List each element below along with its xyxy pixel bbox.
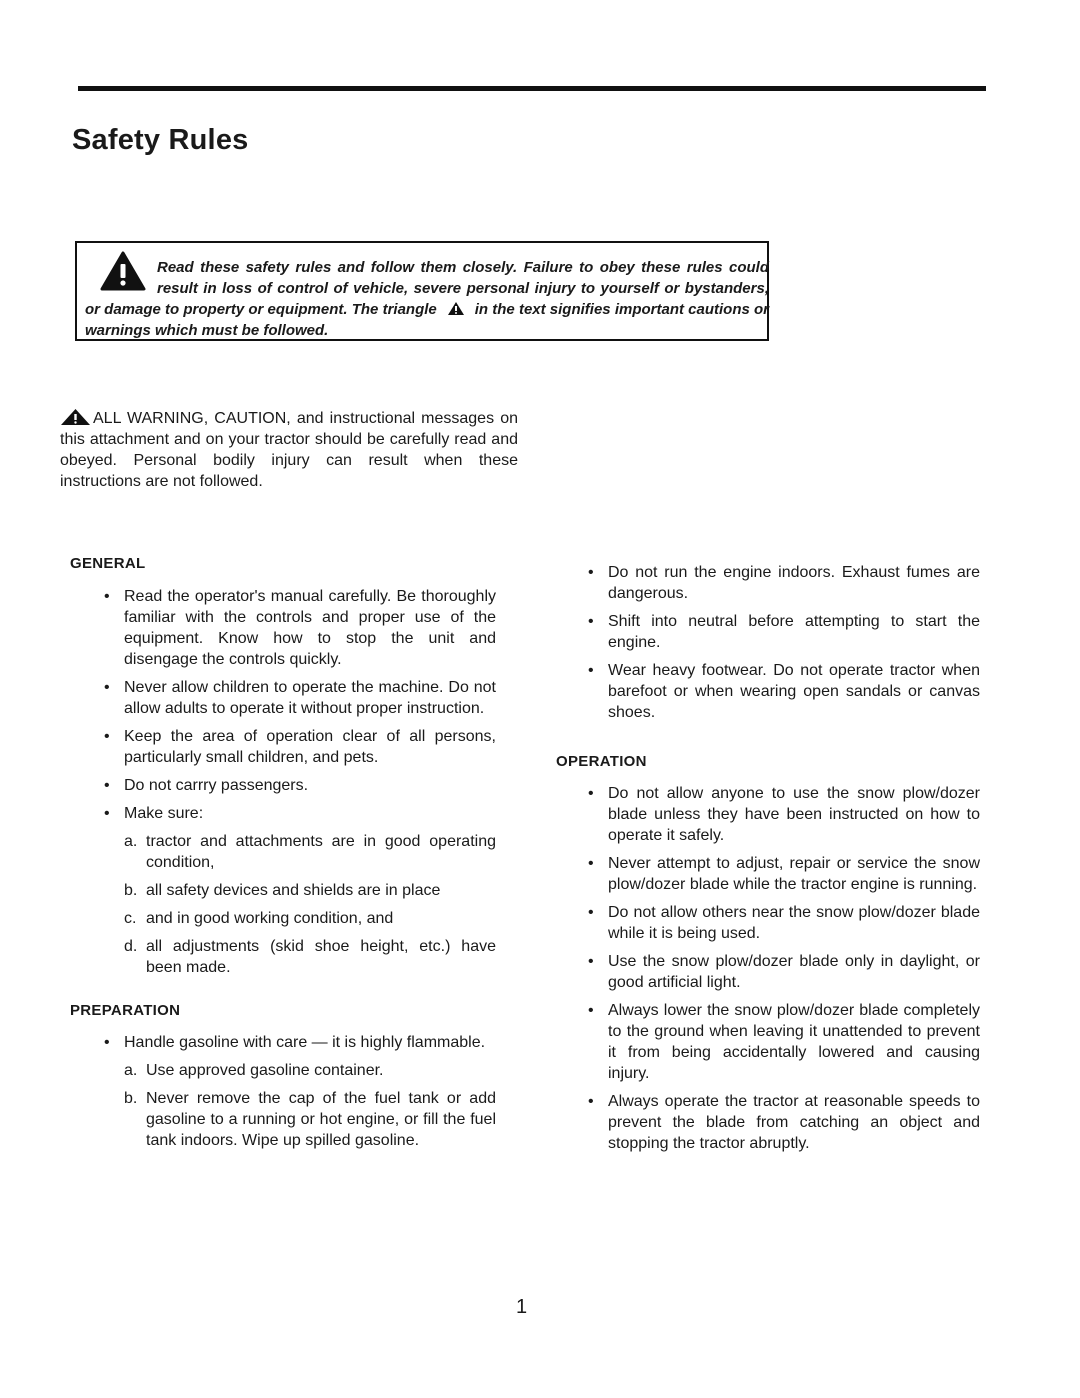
right-column [556,562,980,1161]
sub-marker: a. [124,833,138,850]
sub-marker: a. [124,1062,138,1079]
sub-marker: c. [124,910,137,927]
left-column [70,555,496,1158]
list-item: • Keep the area of operation clear of all persons, particularly small children, and pets. [70,726,496,768]
list-item: • Read the operator's manual carefully. Be thoroughly familiar with the controls and proper use of the equipment. Know how to stop the unit and disengage the controls quickly. [70,586,496,670]
sub-text: Use approved gasoline container. [146,1062,384,1079]
make-sure-sublist [70,831,496,978]
warning-text-part1: Read these safety rules and follow them closely. Failure to obey these rules could result in loss of control of vehicle, severe personal injury to yourself or bystanders, or damage to property or equipment. The triangle [85,259,769,318]
preparation-heading: PREPARATION [70,1002,181,1019]
sub-text: tractor and attachments are in good operating condition, [146,833,496,871]
page-title: Safety Rules [72,124,249,156]
preparation-sublist [70,1060,496,1151]
list-item: • Do not run the engine indoors. Exhaust fumes are dangerous. [556,562,980,604]
list-item: • Always operate the tractor at reasonable speeds to prevent the blade from catching an object and stopping the tractor abruptly. [556,1091,980,1154]
sub-text: all adjustments (skid shoe height, etc.) have been made. [146,938,496,976]
sub-text: and in good working condition, and [146,910,394,927]
general-continued-list [556,562,980,723]
list-item: • Never allow children to operate the machine. Do not allow adults to operate it without proper instruction. [70,677,496,719]
all-warning-text: ALL WARNING, CAUTION, and instructional messages on this attachment and on your tractor should be carefully read and obeyed. Personal bodily injury can result when these instructions are not followed. [60,410,518,490]
list-item: • Wear heavy footwear. Do not operate tractor when barefoot or when wearing open sandals or canvas shoes. [556,660,980,723]
list-item: • Handle gasoline with care — it is highly flammable. [70,1032,496,1053]
sub-list-item [70,831,496,873]
sub-marker: b. [124,882,138,899]
list-item: • Do not carrry passengers. [70,775,496,796]
caution-triangle-icon [60,408,91,426]
sub-list-item [70,908,496,929]
safety-warning-box [75,241,769,341]
sub-text: all safety devices and shields are in place [146,882,441,899]
warning-text [85,257,769,341]
operation-list [556,783,980,1154]
warning-text-part2: in the text signifies important cautions or warnings which must be followed. [85,301,770,339]
preparation-list [70,1032,496,1053]
all-warning-paragraph [60,408,518,492]
list-item: • Make sure: [70,803,496,824]
sub-list-item [70,1088,496,1151]
list-item: • Do not allow others near the snow plow/dozer blade while it is being used. [556,902,980,944]
general-heading: GENERAL [70,555,146,572]
sub-marker: d. [124,938,138,955]
list-item: • Never attempt to adjust, repair or service the snow plow/dozer blade while the tractor engine is running. [556,853,980,895]
sub-text: Never remove the cap of the fuel tank or add gasoline to a running or hot engine, or fill the fuel tank indoors. Wipe up spilled gasoline. [146,1090,496,1149]
list-item: • Do not allow anyone to use the snow plow/dozer blade unless they have been instructed on how to operate it safely. [556,783,980,846]
list-item: • Use the snow plow/dozer blade only in daylight, or good artificial light. [556,951,980,993]
sub-list-item [70,936,496,978]
general-list [70,586,496,824]
list-item: • Always lower the snow plow/dozer blade completely to the ground when leaving it unattended to prevent it from being accidentally lowered and causing injury. [556,1000,980,1084]
sub-list-item [70,1060,496,1081]
operation-heading: OPERATION [556,753,647,770]
page-number: 1 [516,1296,528,1318]
sub-list-item [70,880,496,901]
sub-marker: b. [124,1090,138,1107]
inline-warning-triangle-icon [447,301,465,316]
top-rule [78,86,986,91]
list-item: • Shift into neutral before attempting to start the engine. [556,611,980,653]
